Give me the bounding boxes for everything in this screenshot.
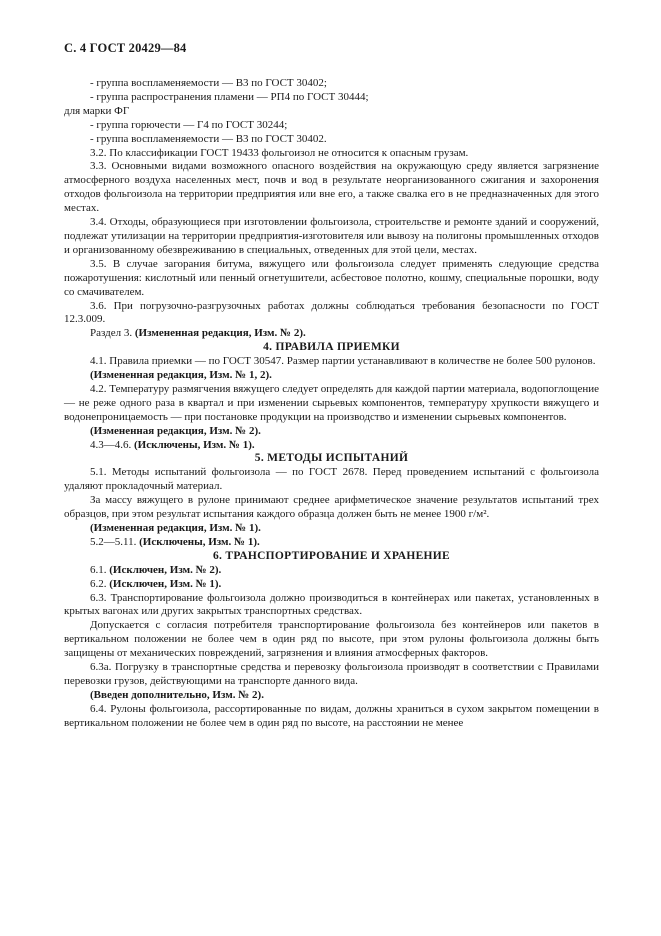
paragraph-6-3a: 6.3а. Погрузку в транспортные средства и перевозку фольгоизола производят в соответствии с Правилами перевозки грузов, действующими на транспорте данного вида. [64, 661, 599, 687]
paragraph-3-4: 3.4. Отходы, образующиеся при изготовлении фольгоизола, строительстве и ремонте зданий и сооружений, подлежат утилизации на территории предприятия-изготовителя или вывозу на полигоны промышленных отходов и организованному обезвреживанию в специальных, отведенных для этой цели, местах. [64, 216, 599, 256]
clause-range: 5.2—5.11. [90, 535, 137, 548]
amendment-note: (Измененная редакция, Изм. № 1). [90, 522, 261, 534]
clause-number: 6.2. [90, 577, 107, 590]
section-3-note [64, 327, 599, 341]
paragraph-5-1-continued: За массу вяжущего в рулоне принимают среднее арифметическое значение результатов испытаний трех образцов, при этом результат испытания каждого образца должен быть не менее 1900 г/м². [64, 494, 599, 521]
paragraph-6-3: 6.3. Транспортирование фольгоизола должно производиться в контейнерах или пакетах, установленных в крытых вагонах или других закрытых транспортных средствах. [64, 591, 599, 618]
paragraph-3-2: 3.2. По классификации ГОСТ 19433 фольгоизол не относится к опасным грузам. [90, 146, 469, 159]
paragraph-5-2-5-11 [64, 536, 599, 550]
amendment-note: (Введен дополнительно, Изм. № 2). [90, 688, 264, 701]
list-item: - группа горючести — Г4 по ГОСТ 30244; [90, 118, 288, 131]
page-header: С. 4 ГОСТ 20429—84 [64, 41, 187, 55]
list-item: - группа распространения пламени — РП4 по ГОСТ 30444; [90, 90, 369, 103]
paragraph-5-1: 5.1. Методы испытаний фольгоизола — по ГОСТ 2678. Перед проведением испытаний с фольгоизола удаляют прокладочный материал. [64, 466, 599, 493]
paragraph-4-1: 4.1. Правила приемки — по ГОСТ 30547. Размер партии устанавливают в количестве не более 500 рулонов. [90, 355, 596, 368]
paragraph-6-3-continued: Допускается с согласия потребителя транспортирование фольгоизола без контейнеров или пакетов в вертикальном положении не более чем в один ряд по высоте, при этом рулоны фольгоизола должны быть защищены от механических повреждений, загрязнения и влияния атмосферных факторов. [64, 619, 599, 660]
section-heading-4: 4. ПРАВИЛА ПРИЕМКИ [263, 341, 400, 354]
section-heading-5: 5. МЕТОДЫ ИСПЫТАНИЙ [254, 452, 409, 465]
list-item: - группа воспламеняемости — В3 по ГОСТ 30402; [90, 77, 327, 89]
clause-number: 6.1. [90, 563, 107, 576]
list-caption: для марки ФГ [64, 104, 130, 117]
paragraph-3-3: 3.3. Основными видами возможного опасного воздействия на окружающую среду является загрязнение атмосферного воздуха населенных мест, почв и вод в результате неорганизованного сжигания и захоронения отходов фольгоизола на территории предприятия или вне его, а также свалка его в не предназначенных для этого местах. [64, 160, 599, 215]
amendment-note: (Измененная редакция, Изм. № 2). [134, 327, 306, 340]
paragraph-6-4: 6.4. Рулоны фольгоизола, рассортированные по видам, должны храниться в сухом закрытом помещении в вертикальном положении не более чем в один ряд по высоте, на расстоянии не менее [64, 702, 599, 729]
clause-range: 4.3—4.6. [90, 438, 132, 451]
paragraph-3-5: 3.5. В случае загорания битума, вяжущего или фольгоизола следует применять следующие средства пожаротушения: кислотный или пенный огнетушители, асбестовое полотно, кошму, специальные порошки, воду со смачивателем. [64, 257, 599, 298]
amendment-note: (Исключен, Изм. № 1). [109, 577, 222, 590]
paragraph-3-6: 3.6. При погрузочно-разгрузочных работах должны соблюдаться требования безопасности по ГОСТ 12.3.009. [64, 299, 599, 326]
section-3-prefix: Раздел 3. [90, 327, 133, 340]
amendment-note: (Измененная редакция, Изм. № 2). [90, 424, 261, 437]
paragraph-4-3-4-6 [64, 439, 599, 453]
section-heading-6: 6. ТРАНСПОРТИРОВАНИЕ И ХРАНЕНИЕ [213, 549, 450, 562]
paragraph-6-1 [64, 564, 599, 578]
amendment-note: (Исключены, Изм. № 1). [139, 535, 260, 548]
paragraph-4-2: 4.2. Температуру размягчения вяжущего следует определять для каждой партии материала, водопоглощение — не реже одного раза в квартал и при изменении сырьевых компонентов, температуру хрупкости вяжущего и водонепроницаемость — при постановке продукции на производство и изменении сырьевых компонентов. [64, 382, 599, 423]
paragraph-6-2 [64, 578, 599, 592]
amendment-note: (Исключен, Изм. № 2). [109, 563, 222, 576]
amendment-note: (Измененная редакция, Изм. № 1, 2). [90, 369, 272, 382]
list-item: - группа воспламеняемости — В3 по ГОСТ 30402. [90, 132, 327, 145]
document-body [64, 77, 599, 731]
amendment-note: (Исключены, Изм. № 1). [134, 438, 255, 451]
